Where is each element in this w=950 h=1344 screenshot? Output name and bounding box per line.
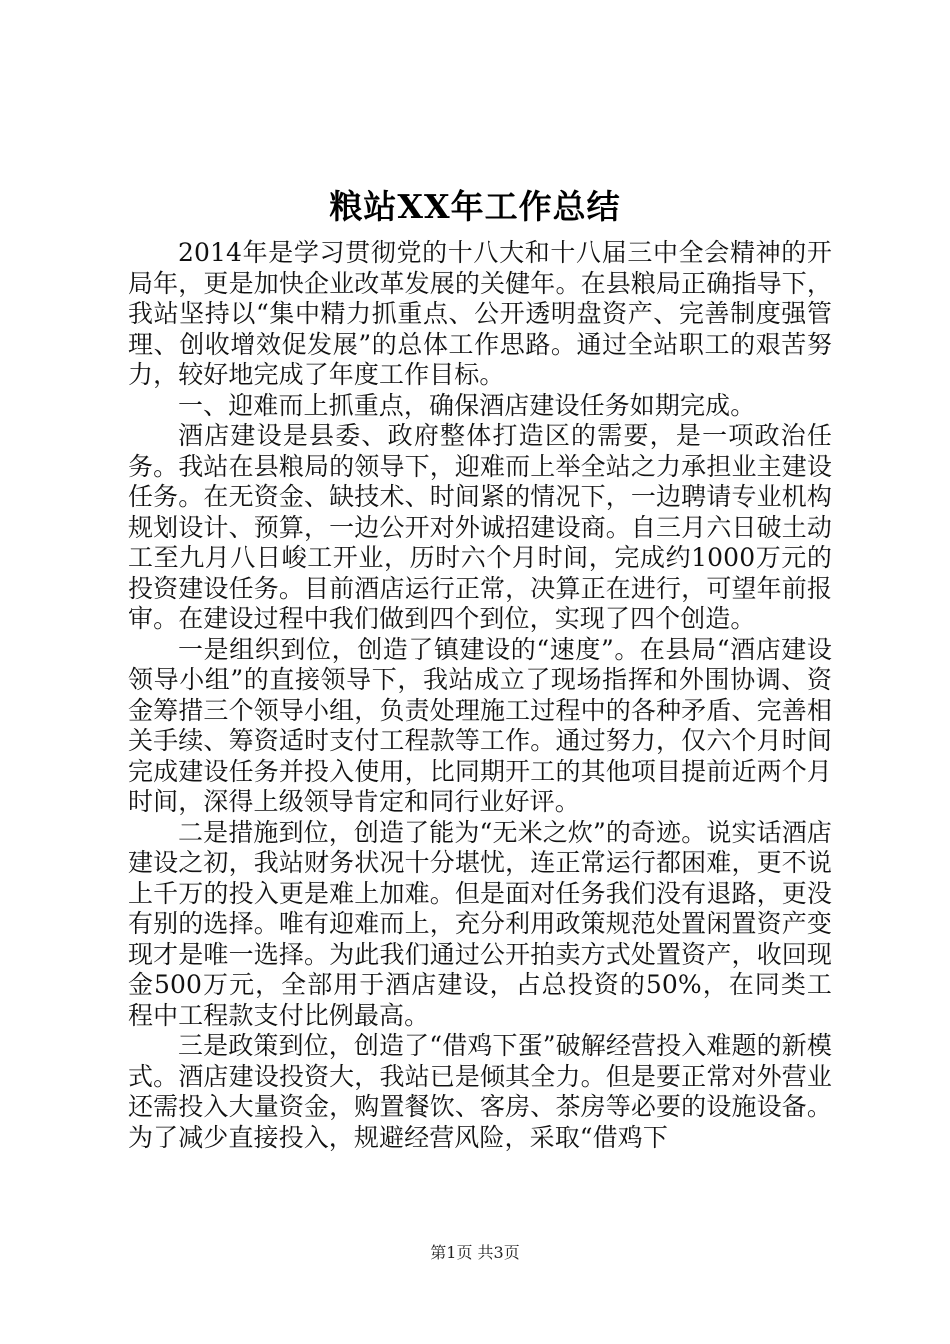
- paragraph-organization: 一是组织到位，创造了镇建设的“速度”。在县局“酒店建设领导小组”的直接领导下，我站成立了现场指挥和外围协调、资金筹措三个领导小组，负责处理施工过程中的各种矛盾、完善相关手续、筹资适时支付工程款等工作。通过努力，仅六个月时间完成建设任务并投入使用，比同期开工的其他项目提前近两个月时间，深得上级领导肯定和同行业好评。: [128, 634, 832, 816]
- paragraph-measures: 二是措施到位，创造了能为“无米之炊”的奇迹。说实话酒店建设之初，我站财务状况十分堪忧，连正常运行都困难，更不说上千万的投入更是难上加难。但是面对任务我们没有退路，更没有别的选择。唯有迎难而上，充分利用政策规范处置闲置资产变现才是唯一选择。为此我们通过公开拍卖方式处置资产，收回现金500万元，全部用于酒店建设，占总投资的50%，在同类工程中工程款支付比例最高。: [128, 817, 832, 1030]
- document-title: 粮站XX年工作总结: [329, 187, 621, 226]
- paragraph-hotel-construction: 酒店建设是县委、政府整体打造区的需要，是一项政治任务。我站在县粮局的领导下，迎难而上举全站之力承担业主建设任务。在无资金、缺技术、时间紧的情况下，一边聘请专业机构规划设计、预算，一边公开对外诚招建设商。自三月六日破土动工至九月八日峻工开业，历时六个月时间，完成约1000万元的投资建设任务。目前酒店运行正常，决算正在进行，可望年前报审。在建设过程中我们做到四个到位，实现了四个创造。: [128, 421, 832, 633]
- paragraph-intro: 2014年是学习贯彻党的十八大和十八届三中全会精神的开局年，更是加快企业改革发展的关健年。在县粮局正确指导下，我站坚持以“集中精力抓重点、公开透明盘资产、完善制度强管理、创收增效促发展”的总体工作思路。通过全站职工的艰苦努力，较好地完成了年度工作目标。: [128, 238, 832, 389]
- paragraph-policy: 三是政策到位，创造了“借鸡下蛋”破解经营投入难题的新模式。酒店建设投资大，我站已是倾其全力。但是要正常对外营业还需投入大量资金，购置餐饮、客房、茶房等必要的设施设备。为了减少直接投入，规避经营风险，采取“借鸡下: [128, 1031, 832, 1152]
- document-body: [128, 238, 832, 1153]
- section-heading-1: 一、迎难而上抓重点，确保酒店建设任务如期完成。: [178, 390, 756, 420]
- page-footer: 第1页 共3页: [430, 1243, 520, 1262]
